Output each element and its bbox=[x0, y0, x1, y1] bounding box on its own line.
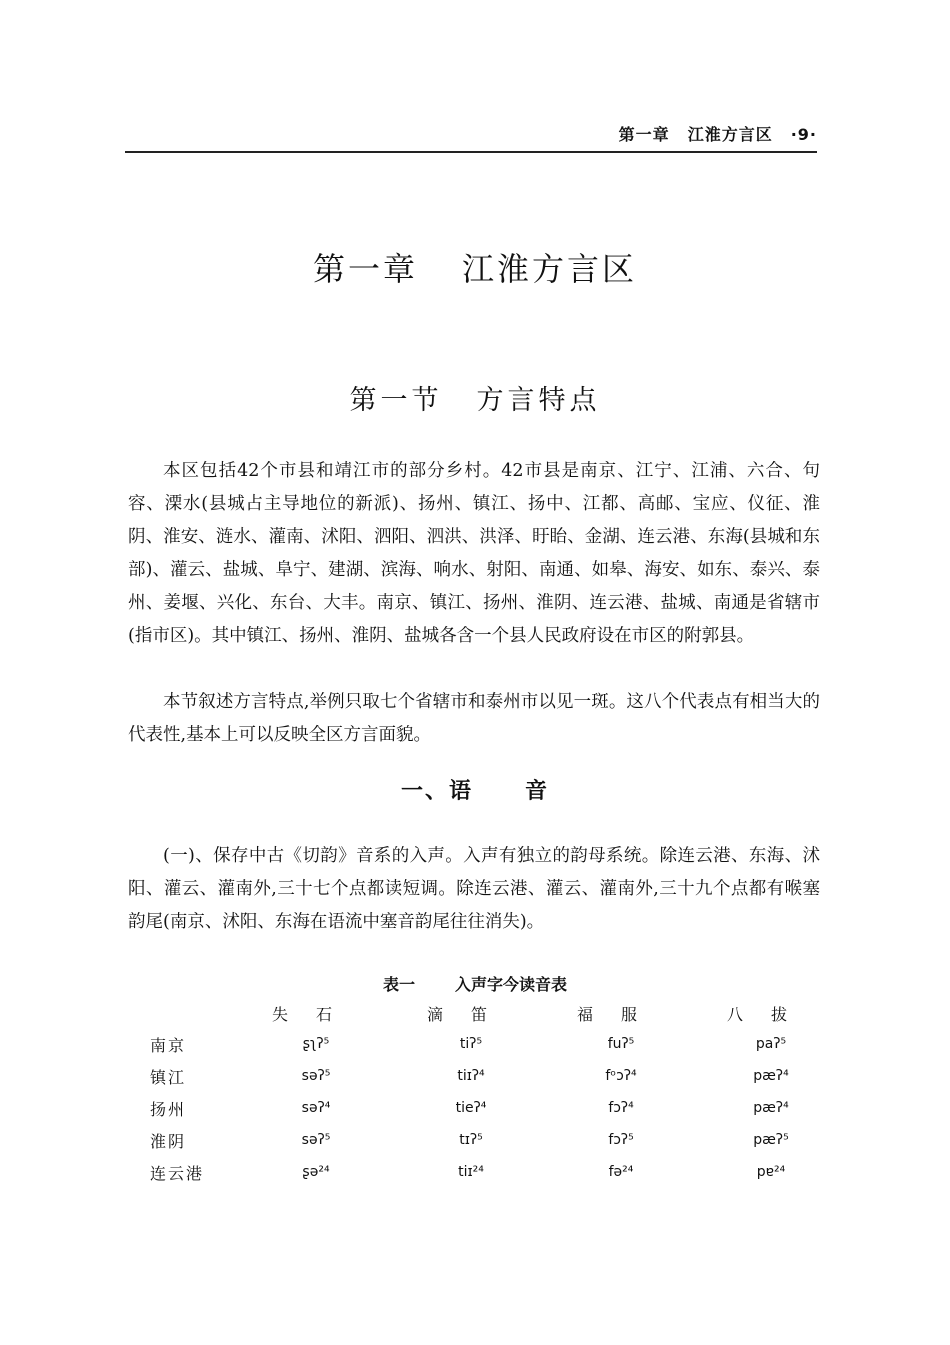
running-head-chapter: 第一章 bbox=[618, 125, 670, 144]
table-cell: fɔʔ⁴ bbox=[608, 1100, 634, 1116]
section-title bbox=[0, 378, 950, 417]
row-place: 南京 bbox=[150, 1035, 187, 1055]
subsection-name-2: 音 bbox=[525, 778, 550, 804]
table-caption bbox=[0, 972, 950, 995]
table-cell: səʔ⁴ bbox=[301, 1100, 331, 1116]
table-header-row bbox=[150, 998, 846, 1028]
table-cell: ʂʅʔ⁵ bbox=[302, 1036, 330, 1052]
row-place: 淮阴 bbox=[150, 1131, 187, 1151]
chapter-number: 第一章 bbox=[312, 250, 418, 288]
row-place: 连云港 bbox=[150, 1163, 205, 1183]
table-cell: tiɪʔ⁴ bbox=[457, 1068, 485, 1084]
table-cell: paʔ⁵ bbox=[755, 1036, 787, 1052]
section-name: 方言特点 bbox=[476, 385, 601, 416]
column-header: 八拔 bbox=[726, 1004, 815, 1024]
table-cell: fuʔ⁵ bbox=[607, 1036, 635, 1052]
column-header: 福服 bbox=[576, 1004, 665, 1024]
row-place: 扬州 bbox=[150, 1099, 187, 1119]
tone-table bbox=[150, 998, 846, 1188]
table-cell: pæʔ⁵ bbox=[753, 1132, 789, 1148]
table-title: 入声字今读音表 bbox=[455, 975, 568, 994]
table-cell: tieʔ⁴ bbox=[455, 1100, 487, 1116]
subsection-heading bbox=[0, 774, 950, 805]
body-paragraph-2: 本节叙述方言特点,举例只取七个省辖市和泰州市以见一斑。这八个代表点有相当大的代表性,基本上可以反映全区方言面貌。 bbox=[128, 692, 820, 745]
table-cell: pɐ²⁴ bbox=[756, 1164, 786, 1180]
table-cell: tɪʔ⁵ bbox=[459, 1132, 483, 1148]
table-row bbox=[150, 1028, 846, 1060]
subsection-number: 一、 bbox=[400, 778, 449, 804]
point-paragraph: (一)、保存中古《切韵》音系的入声。入声有独立的韵母系统。除连云港、东海、沭阳、灌云、灌南外,三十七个点都读短调。除连云港、灌云、灌南外,三十九个点都有喉塞韵尾(南京、沭阳、东海在语流中塞音韵尾往往消失)。 bbox=[128, 846, 820, 932]
table-corner bbox=[150, 998, 236, 1028]
table-cell: fᵒɔʔ⁴ bbox=[605, 1068, 637, 1084]
chapter-title bbox=[0, 244, 950, 290]
table-cell: tiʔ⁵ bbox=[459, 1036, 483, 1052]
running-head bbox=[125, 122, 817, 153]
table-cell: pæʔ⁴ bbox=[753, 1068, 789, 1084]
table-cell: fə²⁴ bbox=[608, 1164, 634, 1180]
table-row bbox=[150, 1092, 846, 1124]
table-cell: ʂə²⁴ bbox=[302, 1164, 330, 1180]
table-cell: səʔ⁵ bbox=[301, 1068, 331, 1084]
column-header: 失石 bbox=[271, 1004, 360, 1024]
body-paragraph-1: 本区包括42个市县和靖江市的部分乡村。42市县是南京、江宁、江浦、六合、句容、溧水(县城占主导地位的新派)、扬州、镇江、扬中、江都、高邮、宝应、仪征、淮阴、淮安、涟水、灌南、沭阳、泗阳、泗洪、洪泽、盱眙、金湖、连云港、东海(县城和东部)、灌云、盐城、阜宁、建湖、滨海、响水、射阳、南通、如皋、海安、如东、泰兴、泰州、姜堰、兴化、东台、大丰。南京、镇江、扬州、淮阴、连云港、盐城、南通是省辖市(指市区)。其中镇江、扬州、淮阴、盐城各含一个县人民政府设在市区的附郭县。 bbox=[128, 461, 820, 646]
table-label: 表一 bbox=[382, 975, 415, 994]
subsection-name-1: 语 bbox=[448, 778, 473, 804]
table-cell: səʔ⁵ bbox=[301, 1132, 331, 1148]
chapter-name: 江淮方言区 bbox=[462, 250, 638, 288]
table-row bbox=[150, 1156, 846, 1188]
table-row bbox=[150, 1124, 846, 1156]
table-cell: pæʔ⁴ bbox=[753, 1100, 789, 1116]
running-head-title: 江淮方言区 bbox=[687, 125, 773, 144]
column-header: 滴笛 bbox=[426, 1004, 515, 1024]
table-cell: fɔʔ⁵ bbox=[608, 1132, 634, 1148]
row-place: 镇江 bbox=[150, 1067, 187, 1087]
page-number: ·9· bbox=[790, 125, 817, 144]
table-cell: tiɪ²⁴ bbox=[458, 1164, 484, 1180]
section-number: 第一节 bbox=[349, 385, 443, 416]
table-row bbox=[150, 1060, 846, 1092]
